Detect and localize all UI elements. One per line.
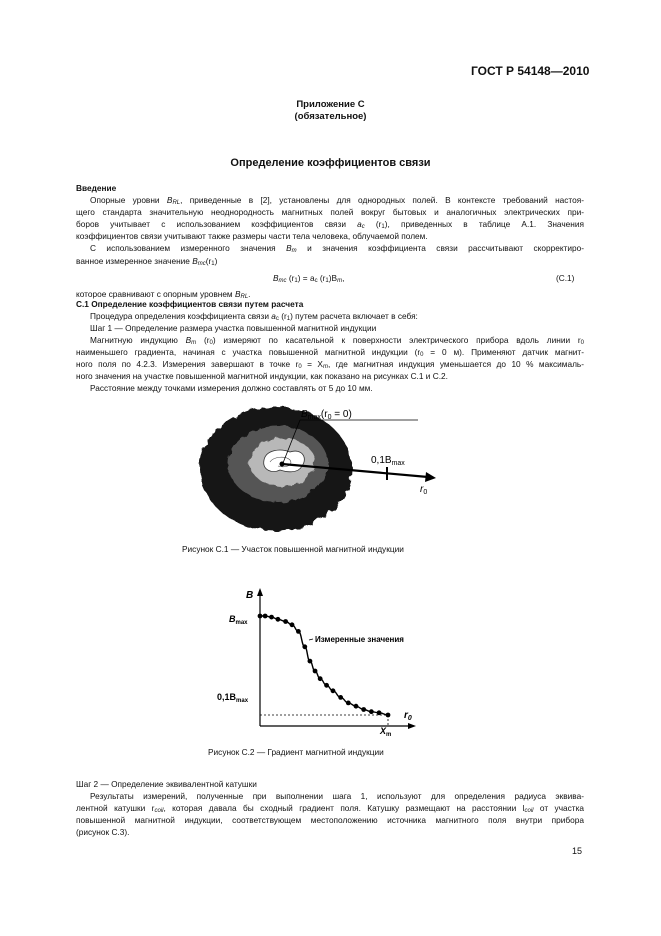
c1-p2-line2: наименьшего градиента, начиная с участка повышенной магнитной индукции ($r_0 = 0$ м). Применяют датчик магнит-: [76, 347, 584, 358]
intro-p1-line1: Опорные уровни $B_{RL}$, приведенные в [2], установлены для однородных полей. В контексте требований настоя-: [90, 195, 584, 206]
origin-point: [280, 462, 285, 467]
legend-measured: Измеренные значения: [315, 635, 404, 644]
measured-point: [302, 644, 307, 649]
x-axis-arrow: [408, 723, 416, 729]
measured-point: [361, 707, 366, 712]
legend-leader: [309, 639, 313, 640]
measured-point: [386, 713, 391, 718]
c1-p1: Процедура определения коэффициента связи $a_c$ $(r_1)$ путем расчета включает в себя:: [90, 311, 418, 322]
label-bmax-r0: $B_{max}(r_0 = 0)$: [301, 409, 352, 421]
page-number: 15: [572, 846, 583, 856]
plot-area: [258, 614, 391, 726]
figure-c1: [190, 400, 460, 540]
figure-c2: [205, 582, 435, 742]
axis-label-b: B: [246, 590, 254, 601]
step2-line4: (рисунок С.3).: [76, 827, 130, 837]
label-01bmax: $0,1B_{max}$: [371, 455, 405, 467]
measured-point: [331, 688, 336, 693]
measured-point: [269, 615, 274, 620]
gradient-curve: [260, 616, 388, 715]
measured-point: [369, 709, 374, 714]
c1-p3: Расстояние между точками измерения должно составлять от 5 до 10 мм.: [90, 383, 373, 393]
measured-point: [258, 614, 263, 619]
section-c1-heading: С.1 Определение коэффициентов связи путем расчета: [76, 299, 304, 309]
c1-p2-line3: ного поля по 4.2.3. Измерения завершают в точке $r_0 = X_m$, где магнитная индукция уменьшается до 10 % максималь-: [76, 359, 584, 370]
c1-p2-line1: Магнитную индукцию $B_m$ $(r_0)$ измеряют по касательной к поверхности электрического прибора вдоль линии $r_0$: [90, 335, 584, 346]
intro-p1-line4: коэффициентов связи учитывают также размеры части тела человека, облучаемой полем.: [76, 231, 428, 241]
measured-point: [338, 695, 343, 700]
intro-p2-line2: ванное измеренное значение $B_{mc}(r_1)$: [76, 256, 218, 267]
intro-p1-line2: щего стандарта значительную неоднородность магнитных полей вокруг бытовых и аналогичных электрических при-: [76, 207, 584, 217]
formula-c1: $B_{mc}$ $(r_1) = a_c$ $(r_1)B_m$,: [273, 273, 345, 284]
measured-point: [313, 669, 318, 674]
standard-number: ГОСТ Р 54148—2010: [471, 64, 590, 78]
formula-number: (С.1): [556, 273, 575, 283]
intro-heading: Введение: [76, 183, 117, 193]
intro-p2-line1: С использованием измеренного значения $B_m$ и значения коэффициента связи рассчитывают скорректиро-: [90, 243, 584, 254]
intro-p3: которое сравнивают с опорным уровнем $B_{RL}$.: [76, 289, 251, 300]
step2-line2: лентной катушки $r_{coil}$, которая давала бы сходный градиент поля. Катушку размещают на расстоянии $l_{coil}$ от участка: [76, 803, 585, 814]
appendix-title: Приложение С: [296, 99, 365, 110]
measured-point: [263, 614, 268, 619]
label-xm: $X_m$: [380, 726, 392, 738]
measured-point: [308, 659, 313, 664]
figure-c1-caption: Рисунок С.1 — Участок повышенной магнитной индукции: [182, 544, 404, 554]
measured-point: [283, 619, 288, 624]
figure-c2-caption: Рисунок С.2 — Градиент магнитной индукции: [208, 747, 384, 757]
step2-heading: Шаг 2 — Определение эквивалентной катушки: [76, 779, 257, 789]
step2-line1: Результаты измерений, полученные при выполнении шага 1, используют для определения радиуса эквива-: [90, 791, 584, 801]
measured-point: [346, 701, 351, 706]
label-bmax: $B_{max}$: [229, 614, 248, 626]
measured-point: [290, 622, 295, 627]
step2-line3: повышенной магнитной индукции, соответствующем местоположению источника магнитного поля внутри прибора: [76, 815, 584, 825]
measured-point: [324, 683, 329, 688]
label-01bmax: $0,1B_{max}$: [217, 692, 249, 704]
label-r0: $r_0$: [420, 484, 428, 496]
intro-p1-line3: боров учитывает с использованием коэффициентов связи $a_c$ $(r_1)$, приведенных в таблице А.1. Значения: [76, 219, 584, 230]
c1-p2-line4: ного значения на участке повышенной магнитной индукции, как показано на рисунках С.1 и С.2.: [76, 371, 448, 381]
measured-point: [276, 617, 281, 622]
measured-point: [318, 676, 323, 681]
r0-arrowhead: [425, 472, 436, 482]
axis-label-r0: $r_0$: [404, 710, 412, 722]
c1-step1: Шаг 1 — Определение размера участка повышенной магнитной индукции: [90, 323, 377, 333]
measured-point: [296, 629, 301, 634]
y-axis-arrow: [257, 588, 263, 596]
measured-point: [377, 710, 382, 715]
measured-point: [354, 704, 359, 709]
appendix-status: (обязательное): [294, 111, 367, 122]
section-title: Определение коэффициентов связи: [230, 157, 431, 169]
